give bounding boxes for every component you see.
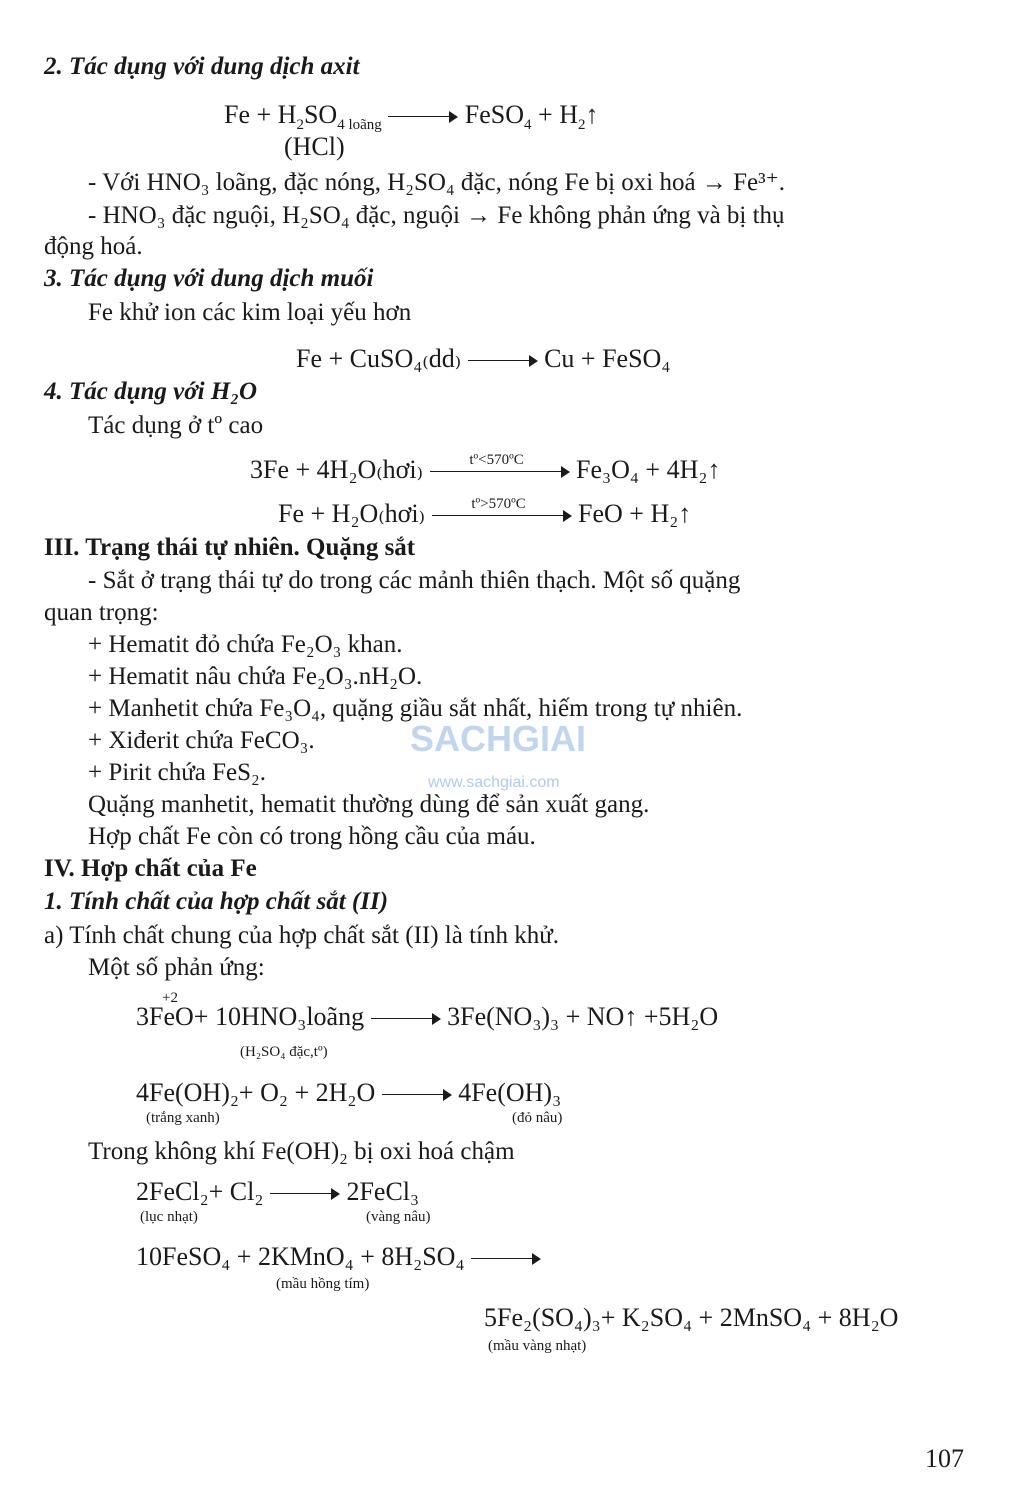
reaction-feo-hno3: 3FeO+ 10HNO₃loãng 3Fe(NO₃)₃ + NO↑ +5H₂O <box>136 1002 719 1031</box>
r1-note: (H₂SO₄ đặc,tº) <box>240 1044 328 1060</box>
page-number: 107 <box>925 1444 964 1473</box>
reaction-feoh2-o2: 4Fe(OH)₂+ O₂ + 2H₂O 4Fe(OH)₃ <box>136 1078 562 1107</box>
iv-a-line: a) Tính chất chung của hợp chất sắt (II) là tính khử. <box>44 922 560 949</box>
ore-magnetite: + Manhetit chứa Fe₃O₄, quặng giầu sắt nhất, hiếm trong tự nhiên. <box>88 695 743 722</box>
equation-fe-h2o-high: Fe + H₂O₍hơi₎ tº>570ºC FeO + H₂↑ <box>278 496 692 528</box>
r2-note-2: (đỏ nâu) <box>512 1110 563 1126</box>
section-iv-title: IV. Hợp chất của Fe <box>44 855 257 882</box>
reaction-arrow: tº<570ºC <box>430 465 570 479</box>
equation-fe-h2so4: $Fe + H_2SO_{4 loãng}$ FeSO$_4$ + $H_2↑$ <box>224 100 599 134</box>
ore-hematite-brown: + Hematit nâu chứa Fe₂O₃.nH₂O. <box>88 663 423 690</box>
ore-hematite-red: + Hematit đỏ chứa Fe₂O₃ khan. <box>88 631 403 658</box>
iii-line-9: Hợp chất Fe còn có trong hồng cầu của máu. <box>88 823 536 850</box>
equation-fe-cuso4: Fe + CuSO₄₍dd₎ Cu + FeSO₄ <box>296 344 671 373</box>
section-3-desc: Fe khử ion các kim loại yếu hơn <box>88 299 412 326</box>
reaction-arrow <box>388 110 458 124</box>
eq1-alt-acid: (HCl) <box>284 132 345 161</box>
reaction-arrow <box>471 1252 541 1266</box>
text-hno3-oxidation: - Với HNO₃ loãng, đặc nóng, H₂SO₄ đặc, nóng Fe bị oxi hoá → Fe³⁺. <box>88 169 786 196</box>
section-4-title: 4. Tác dụng với H₂O <box>44 378 258 405</box>
reaction-arrow <box>468 354 538 368</box>
r4-note: (mầu hồng tím) <box>276 1276 370 1292</box>
reaction-feso4-kmno4: 10FeSO₄ + 2KMnO₄ + 8H₂SO₄ <box>136 1242 541 1272</box>
r3-note-1: (lục nhạt) <box>140 1209 198 1225</box>
reaction-feso4-products: 5Fe₂(SO₄)₃+ K₂SO₄ + 2MnSO₄ + 8H₂O <box>484 1303 899 1332</box>
oxidation-state-label: +2 <box>162 990 178 1006</box>
iii-line-2: quan trọng: <box>44 599 159 626</box>
reaction-fecl2-cl2: 2FeCl₂+ Cl₂ 2FeCl₃ <box>136 1177 420 1206</box>
reaction-arrow <box>382 1088 452 1102</box>
iii-line-1: - Sắt ở trạng thái tự do trong các mảnh thiên thạch. Một số quặng <box>88 567 741 594</box>
section-iii-title: III. Trạng thái tự nhiên. Quặng sắt <box>44 534 416 561</box>
section-2-title: 2. Tác dụng với dung dịch axit <box>44 53 360 80</box>
iv-1-title: 1. Tính chất của hợp chất sắt (II) <box>44 888 389 915</box>
ore-pyrite: + Pirit chứa FeS₂. <box>88 759 267 786</box>
eq1-left: Fe + H <box>224 100 297 129</box>
reaction-arrow <box>270 1187 340 1201</box>
equation-fe-h2o-low: 3Fe + 4H₂O₍hơi₎ tº<570ºC Fe₃O₄ + 4H₂↑ <box>250 452 721 484</box>
reaction-arrow: tº>570ºC <box>432 509 572 523</box>
r2-note-1: (trắng xanh) <box>146 1110 220 1126</box>
section-4-desc: Tác dụng ở tº cao <box>88 412 264 439</box>
watermark-logo: SACHGIAI <box>410 718 587 759</box>
iv-some-reactions: Một số phản ứng: <box>88 954 265 981</box>
air-oxidation-line: Trong không khí Fe(OH)₂ bị oxi hoá chậm <box>88 1138 515 1165</box>
iii-line-8: Quặng manhetit, hematit thường dùng để sản xuất gang. <box>88 791 650 818</box>
ore-siderite: + Xiđerit chứa FeCO₃. <box>88 727 315 754</box>
section-3-title: 3. Tác dụng với dung dịch muối <box>44 265 374 292</box>
watermark-url: www.sachgiai.com <box>428 774 560 791</box>
reaction-arrow <box>371 1012 441 1026</box>
text-passivation-1: - HNO₃ đặc nguội, H₂SO₄ đặc, nguội → Fe không phản ứng và bị thụ <box>88 202 785 229</box>
r3-note-2: (vàng nâu) <box>366 1209 431 1225</box>
text-passivation-2: động hoá. <box>44 233 143 260</box>
r4-note-2: (mầu vàng nhạt) <box>488 1338 587 1354</box>
